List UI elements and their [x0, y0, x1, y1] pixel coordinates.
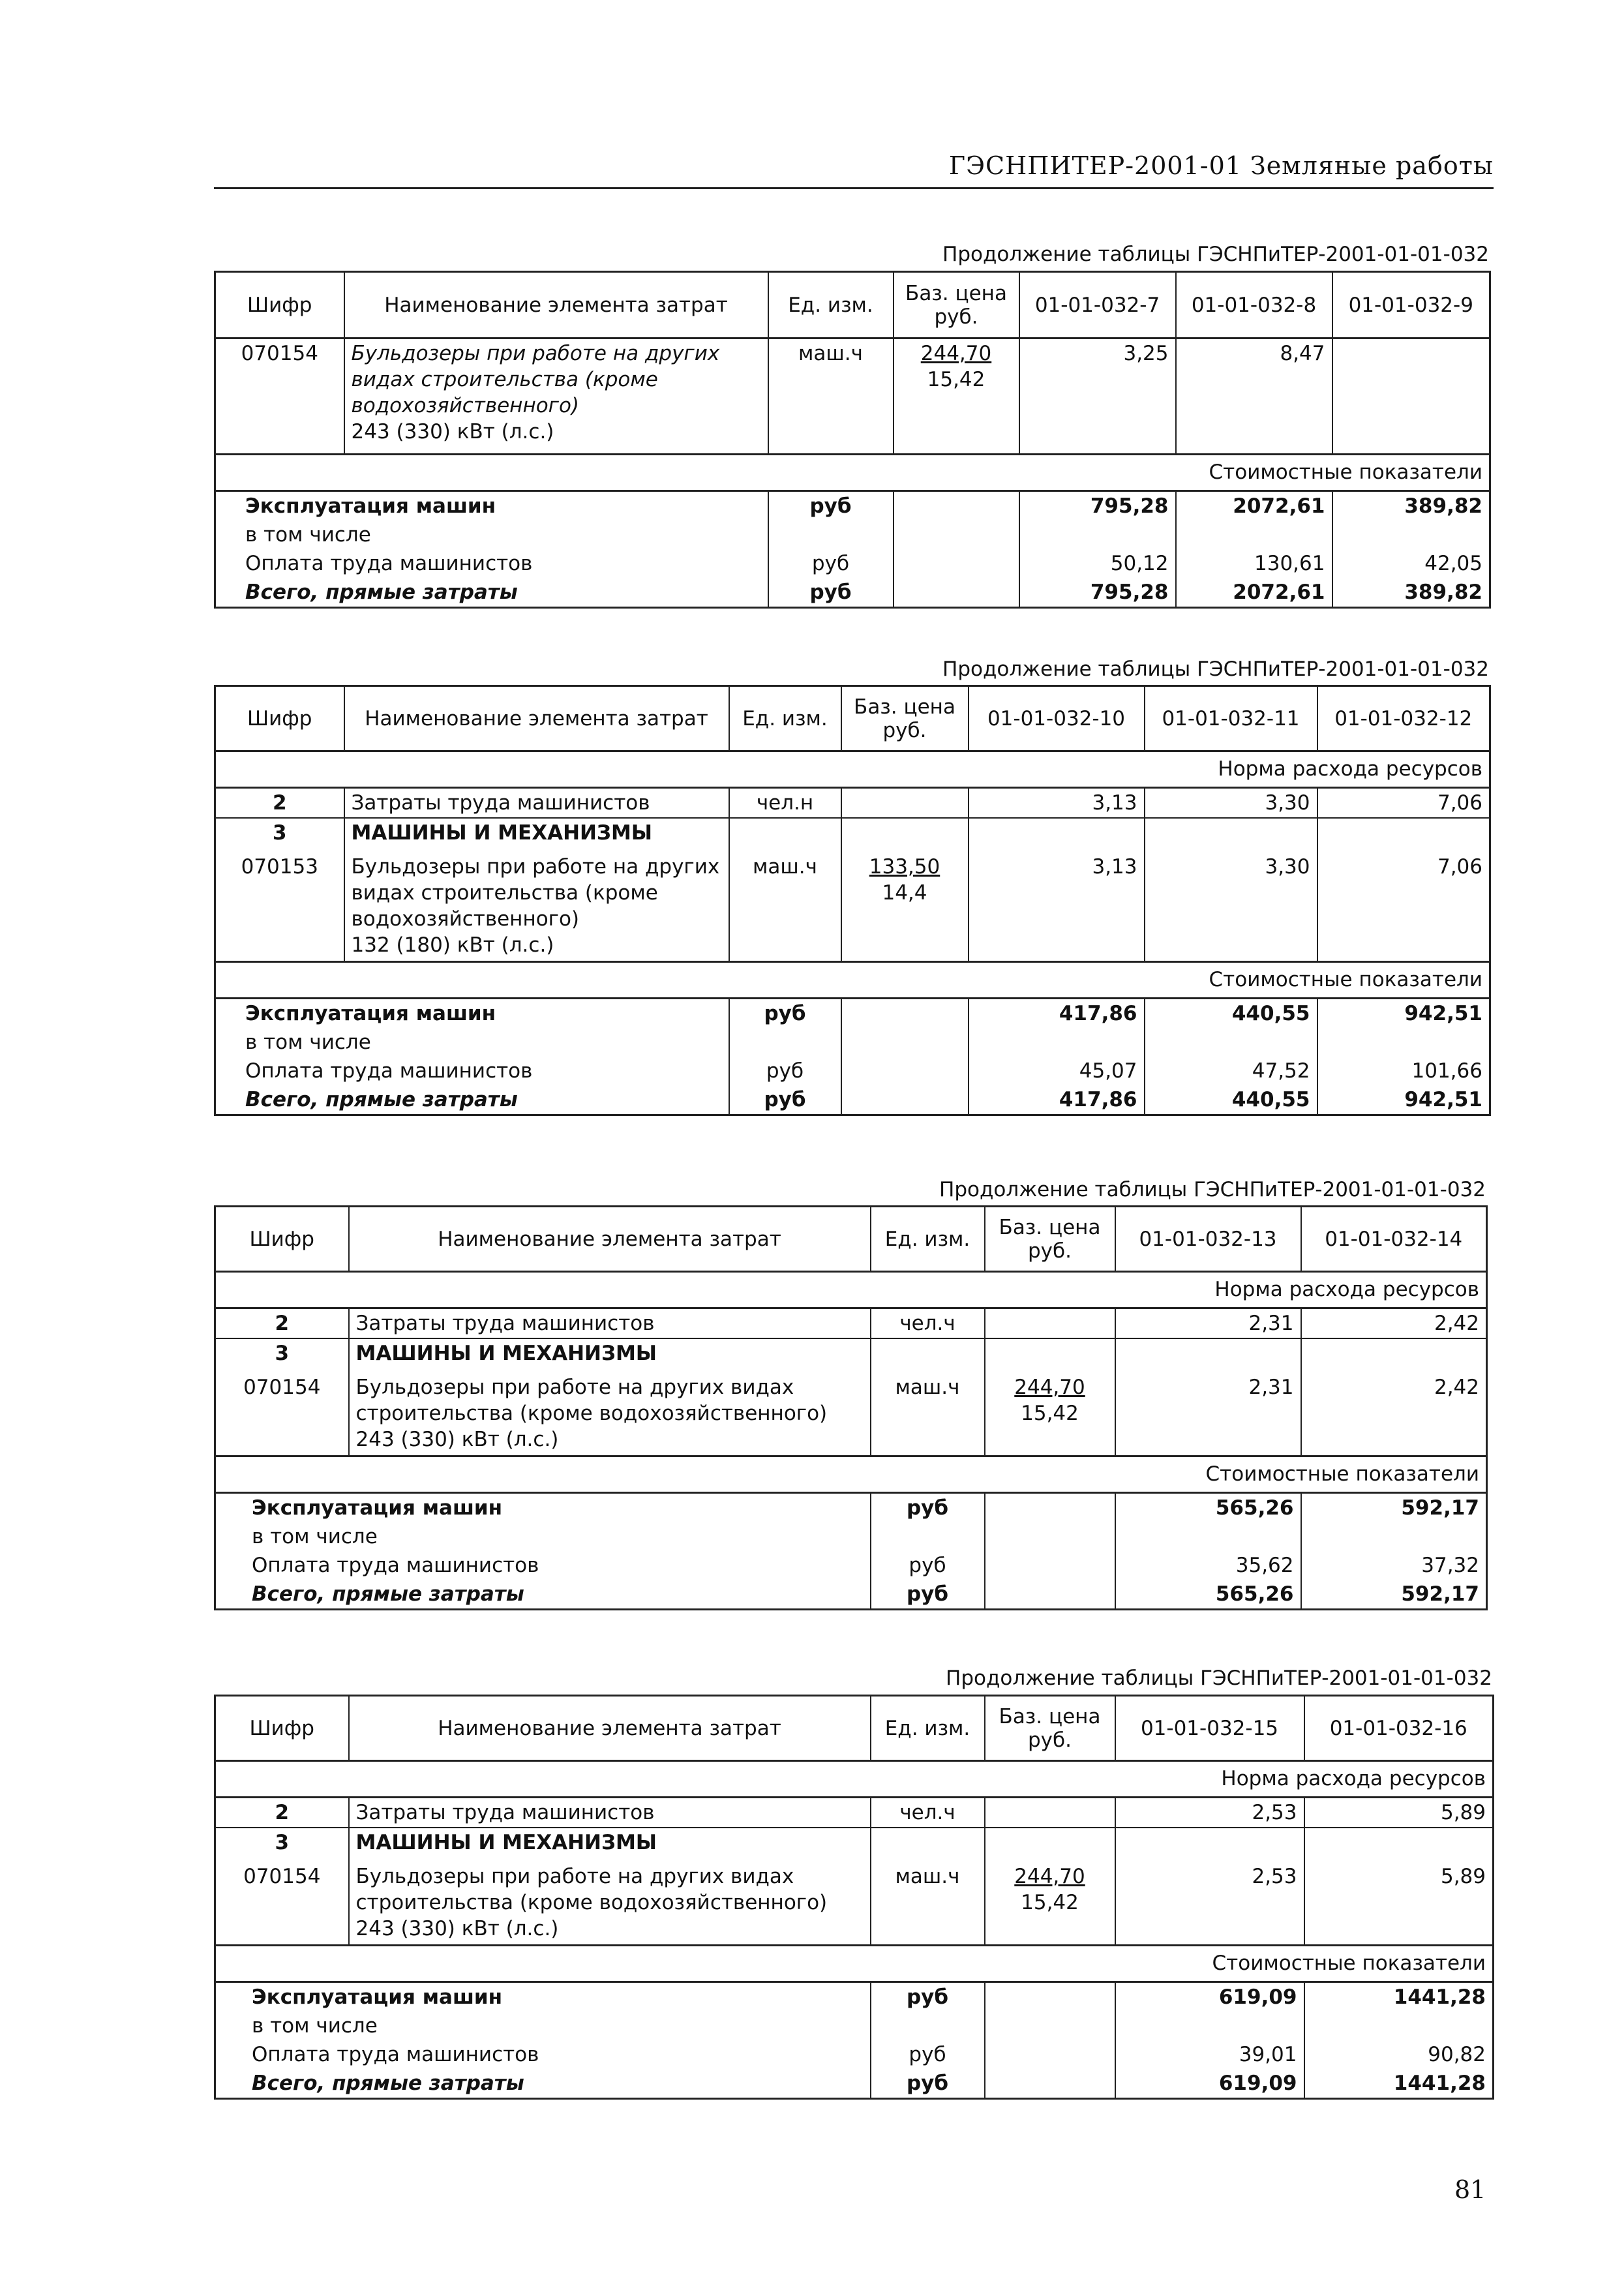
wages-row: Оплата труда машинистов руб 39,01 90,82	[215, 2040, 1494, 2069]
col-header-norm: 01-01-032-9	[1332, 272, 1490, 339]
col-header-norm: 01-01-032-13	[1115, 1207, 1301, 1272]
resource-price: 133,50 14,4	[841, 847, 969, 961]
norm-value: 7,06	[1317, 788, 1490, 819]
op-machines-row: Эксплуатация машин руб 619,09 1441,28	[215, 1982, 1494, 2012]
section-costs: Стоимостные показатели	[215, 1945, 1494, 1982]
section-costs: Стоимостные показатели	[215, 455, 1490, 491]
col-header-price: Баз. цена руб.	[841, 686, 969, 751]
machines-header-row: 3 МАШИНЫ И МЕХАНИЗМЫ	[215, 818, 1490, 847]
table-caption: Продолжение таблицы ГЭСНПиТЕР-2001-01-01-032	[942, 657, 1489, 681]
col-header-code: Шифр	[215, 272, 344, 339]
norm-value: 3,30	[1145, 847, 1317, 961]
cost-label: Эксплуатация машин	[215, 491, 768, 521]
wages-row: Оплата труда машинистов руб 35,62 37,32	[215, 1551, 1487, 1580]
col-header-norm: 01-01-032-7	[1019, 272, 1176, 339]
table-caption: Продолжение таблицы ГЭСНПиТЕР-2001-01-01-032	[946, 1666, 1492, 1690]
machine-row: 070153 Бульдозеры при работе на других видах строительства (кроме водохозяйственного) 132 (180) кВт (л.с.) маш.ч 133,50 14,4 3,13 3,30 7,06	[215, 847, 1490, 961]
col-header-code: Шифр	[215, 1207, 349, 1272]
cost-value: 130,61	[1176, 549, 1332, 578]
cost-label: Всего, прямые затраты	[215, 578, 768, 608]
total-row: Всего, прямые затраты руб 795,28 2072,61 389,82	[215, 578, 1490, 608]
col-header-price: Баз. цена руб.	[985, 1696, 1115, 1761]
cost-value: 389,82	[1332, 491, 1490, 521]
header-rule	[214, 187, 1494, 189]
norm-value	[1332, 339, 1490, 455]
norm-value: 8,47	[1176, 339, 1332, 455]
col-header-name: Наименование элемента затрат	[344, 272, 768, 339]
col-header-code: Шифр	[215, 686, 344, 751]
op-machines-row: Эксплуатация машин руб 417,86 440,55 942,51	[215, 998, 1490, 1028]
col-header-norm: 01-01-032-15	[1115, 1696, 1304, 1761]
col-header-unit: Ед. изм.	[871, 1207, 985, 1272]
norm-value: 7,06	[1317, 847, 1490, 961]
col-header-norm: 01-01-032-16	[1304, 1696, 1494, 1761]
norm-value: 3,25	[1019, 339, 1176, 455]
cost-value: 50,12	[1019, 549, 1176, 578]
col-header-unit: Ед. изм.	[768, 272, 894, 339]
section-norms: Норма расхода ресурсов	[215, 1761, 1494, 1798]
resource-name: Бульдозеры при работе на других видах строительства (кроме водохозяйственного) 132 (180) кВт (л.с.)	[344, 847, 729, 961]
norm-value: 3,13	[969, 788, 1145, 819]
total-row: Всего, прямые затраты руб 417,86 440,55 942,51	[215, 1085, 1490, 1115]
col-header-code: Шифр	[215, 1696, 349, 1761]
col-header-price: Баз. цена руб.	[894, 272, 1019, 339]
resource-table-3: Шифр Наименование элемента затрат Ед. изм. Баз. цена руб. 01-01-032-13 01-01-032-14 Норма расхода ресурсов 2 Затраты труда машинистов чел.ч 2,31 2,42 3 МАШИНЫ И МЕХАНИЗМЫ 070154 Бульдозеры при работе на других видах строительства (кроме водохозяйственного) 243 (330) кВт (л.с.) маш.ч 244,70 15,42 2,31 2,42 Стоимостные показатели Эксплуатация машин руб 565,26 592,17 в том числе Оплата труда машинистов руб 35,62 37,32 Всего, прямые затраты руб 565,26 592,17	[214, 1205, 1488, 1610]
cost-value: 795,28	[1019, 578, 1176, 608]
op-machines-row: Эксплуатация машин руб 565,26 592,17	[215, 1492, 1487, 1522]
col-header-name: Наименование элемента затрат	[349, 1696, 871, 1761]
col-header-name: Наименование элемента затрат	[349, 1207, 871, 1272]
cost-value: 795,28	[1019, 491, 1176, 521]
labor-row: 2 Затраты труда машинистов чел.ч 2,53 5,89	[215, 1798, 1494, 1828]
resource-name: Бульдозеры при работе на других видах строительства (кроме водохозяйственного) 243 (330) кВт (л.с.)	[344, 339, 768, 455]
cost-value: 2072,61	[1176, 491, 1332, 521]
resource-table-2: Шифр Наименование элемента затрат Ед. изм. Баз. цена руб. 01-01-032-10 01-01-032-11 01-01-032-12 Норма расхода ресурсов 2 Затраты труда машинистов чел.н 3,13 3,30 7,06 3 МАШИНЫ И МЕХАНИЗМЫ 070153 Бульдозеры при работе на других видах строительства (кроме водохозяйственного) 132 (180) кВт (л.с.) маш.ч 133,50 14,4 3,13 3,30 7,06 Стоимостные показатели Эксплуатация машин руб 417,86 440,55 942,51 в том числе Оплата труда машинистов руб 45,07 47,52 101,66 Всего, прямые затраты руб 417,86 440,55 942,51	[214, 685, 1491, 1116]
section-costs: Стоимостные показатели	[215, 1456, 1487, 1492]
col-header-name: Наименование элемента затрат	[344, 686, 729, 751]
col-header-price: Баз. цена руб.	[985, 1207, 1115, 1272]
col-header-norm: 01-01-032-8	[1176, 272, 1332, 339]
op-machines-row: Эксплуатация машин руб 795,28 2072,61 389,82	[215, 491, 1490, 521]
col-header-unit: Ед. изм.	[729, 686, 841, 751]
labor-row: 2 Затраты труда машинистов чел.ч 2,31 2,42	[215, 1308, 1487, 1339]
resource-price: 244,70 15,42	[894, 339, 1019, 455]
wages-row: Оплата труда машинистов руб 45,07 47,52 101,66	[215, 1057, 1490, 1085]
machines-header-row: 3 МАШИНЫ И МЕХАНИЗМЫ	[215, 1338, 1487, 1368]
norm-value: 3,13	[969, 847, 1145, 961]
norm-value: 3,30	[1145, 788, 1317, 819]
running-header: ГЭСНПИТЕР-2001-01 Земляные работы	[948, 151, 1494, 180]
wages-row: Оплата труда машинистов руб 50,12 130,61 42,05	[215, 549, 1490, 578]
col-header-norm: 01-01-032-11	[1145, 686, 1317, 751]
resource-unit: маш.ч	[768, 339, 894, 455]
labor-row: 2 Затраты труда машинистов чел.н 3,13 3,30 7,06	[215, 788, 1490, 819]
col-header-norm: 01-01-032-12	[1317, 686, 1490, 751]
machines-heading: МАШИНЫ И МЕХАНИЗМЫ	[344, 818, 729, 847]
cost-value: 2072,61	[1176, 578, 1332, 608]
machine-row	[215, 339, 1490, 455]
section-norms: Норма расхода ресурсов	[215, 1272, 1487, 1308]
machines-header-row: 3 МАШИНЫ И МЕХАНИЗМЫ	[215, 1828, 1494, 1857]
resource-name: Затраты труда машинистов	[344, 788, 729, 819]
page-number: 81	[1454, 2175, 1486, 2204]
cost-label: в том числе	[215, 520, 768, 549]
resource-table-1	[214, 271, 1491, 609]
cost-value: 389,82	[1332, 578, 1490, 608]
col-header-norm: 01-01-032-14	[1301, 1207, 1487, 1272]
section-norms: Норма расхода ресурсов	[215, 751, 1490, 788]
total-row: Всего, прямые затраты руб 565,26 592,17	[215, 1580, 1487, 1610]
resource-code: 070154	[215, 339, 344, 455]
table-caption: Продолжение таблицы ГЭСНПиТЕР-2001-01-01-032	[942, 243, 1489, 266]
machine-row: 070154 Бульдозеры при работе на других видах строительства (кроме водохозяйственного) 243 (330) кВт (л.с.) маш.ч 244,70 15,42 2,31 2,42	[215, 1368, 1487, 1456]
table-caption: Продолжение таблицы ГЭСНПиТЕР-2001-01-01-032	[939, 1178, 1486, 1201]
col-header-unit: Ед. изм.	[871, 1696, 985, 1761]
section-costs: Стоимостные показатели	[215, 961, 1490, 998]
col-header-norm: 01-01-032-10	[969, 686, 1145, 751]
total-row: Всего, прямые затраты руб 619,09 1441,28	[215, 2069, 1494, 2099]
machine-row: 070154 Бульдозеры при работе на других видах строительства (кроме водохозяйственного) 243 (330) кВт (л.с.) маш.ч 244,70 15,42 2,53 5,89	[215, 1857, 1494, 1945]
cost-value: 42,05	[1332, 549, 1490, 578]
resource-table-4: Шифр Наименование элемента затрат Ед. изм. Баз. цена руб. 01-01-032-15 01-01-032-16 Норма расхода ресурсов 2 Затраты труда машинистов чел.ч 2,53 5,89 3 МАШИНЫ И МЕХАНИЗМЫ 070154 Бульдозеры при работе на других видах строительства (кроме водохозяйственного) 243 (330) кВт (л.с.) маш.ч 244,70 15,42 2,53 5,89 Стоимостные показатели Эксплуатация машин руб 619,09 1441,28 в том числе Оплата труда машинистов руб 39,01 90,82 Всего, прямые затраты руб 619,09 1441,28	[214, 1695, 1494, 2100]
cost-label: Оплата труда машинистов	[215, 549, 768, 578]
